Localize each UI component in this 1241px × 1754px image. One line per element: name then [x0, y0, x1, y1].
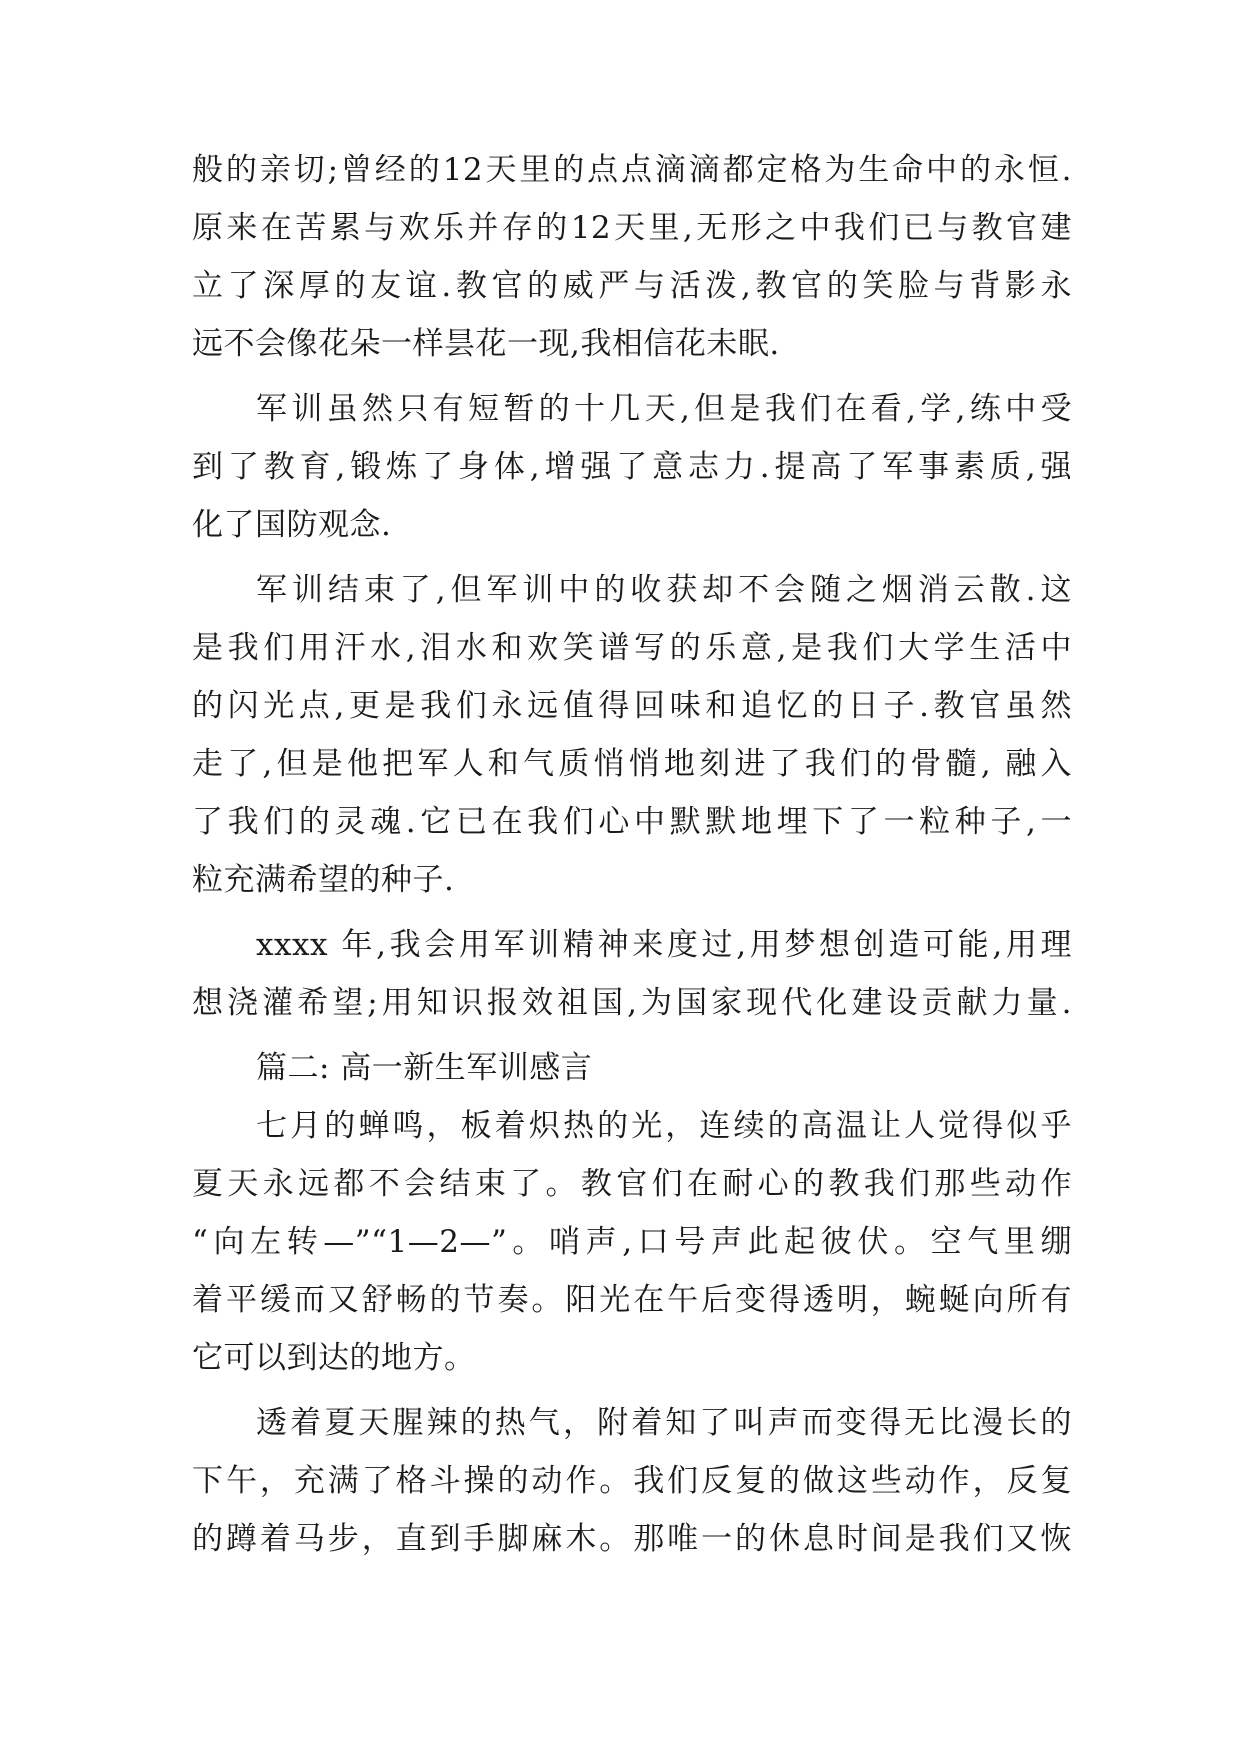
text-line: 它可以到达的地方。	[192, 1340, 476, 1376]
text-line: 想浇灌希望;用知识报效祖国,为国家现代化建设贡献力量.	[192, 985, 1072, 1021]
text-line: 的闪光点,更是我们永远值得回味和追忆的日子.教官虽然	[192, 688, 1072, 724]
paragraph-first-line: 透着夏天腥辣的热气，附着知了叫声而变得无比漫长的	[256, 1405, 1072, 1441]
text-line: 远不会像花朵一样昙花一现,我相信花未眠.	[192, 326, 780, 362]
text-line: 走了,但是他把军人和气质悄悄地刻进了我们的骨髓, 融入	[192, 746, 1072, 782]
paragraph-first-line: 七月的蝉鸣，板着炽热的光，连续的高温让人觉得似乎	[256, 1108, 1072, 1144]
text-line: 的蹲着马步，直到手脚麻木。那唯一的休息时间是我们又恢	[192, 1521, 1072, 1557]
text-line: 夏天永远都不会结束了。教官们在耐心的教我们那些动作	[192, 1166, 1072, 1202]
text-line: 是我们用汗水,泪水和欢笑谱写的乐意,是我们大学生活中	[192, 630, 1072, 666]
text-line: “向左转—”“1—2—”。哨声,口号声此起彼伏。空气里绷	[192, 1224, 1072, 1260]
text-line: 粒充满希望的种子.	[192, 862, 455, 898]
text-line: 化了国防观念.	[192, 507, 392, 543]
text-line: 立了深厚的友谊.教官的威严与活泼,教官的笑脸与背影永	[192, 268, 1072, 304]
text-line: 到了教育,锻炼了身体,增强了意志力.提高了军事素质,强	[192, 449, 1072, 485]
text-line: 原来在苦累与欢乐并存的12天里,无形之中我们已与教官建	[192, 210, 1072, 246]
text-line: 般的亲切;曾经的12天里的点点滴滴都定格为生命中的永恒.	[192, 152, 1072, 188]
paragraph-first-line: 军训虽然只有短暂的十几天,但是我们在看,学,练中受	[256, 391, 1072, 427]
text-line: 下午，充满了格斗操的动作。我们反复的做这些动作，反复	[192, 1463, 1072, 1499]
paragraph-first-line: xxxx 年,我会用军训精神来度过,用梦想创造可能,用理	[256, 927, 1072, 963]
text-line: 着平缓而又舒畅的节奏。阳光在午后变得透明，蜿蜒向所有	[192, 1282, 1072, 1318]
paragraph-first-line: 军训结束了,但军训中的收获却不会随之烟消云散.这	[256, 572, 1072, 608]
text-line: 了我们的灵魂.它已在我们心中默默地埋下了一粒种子,一	[192, 804, 1072, 840]
section-heading: 篇二: 高一新生军训感言	[256, 1050, 593, 1086]
